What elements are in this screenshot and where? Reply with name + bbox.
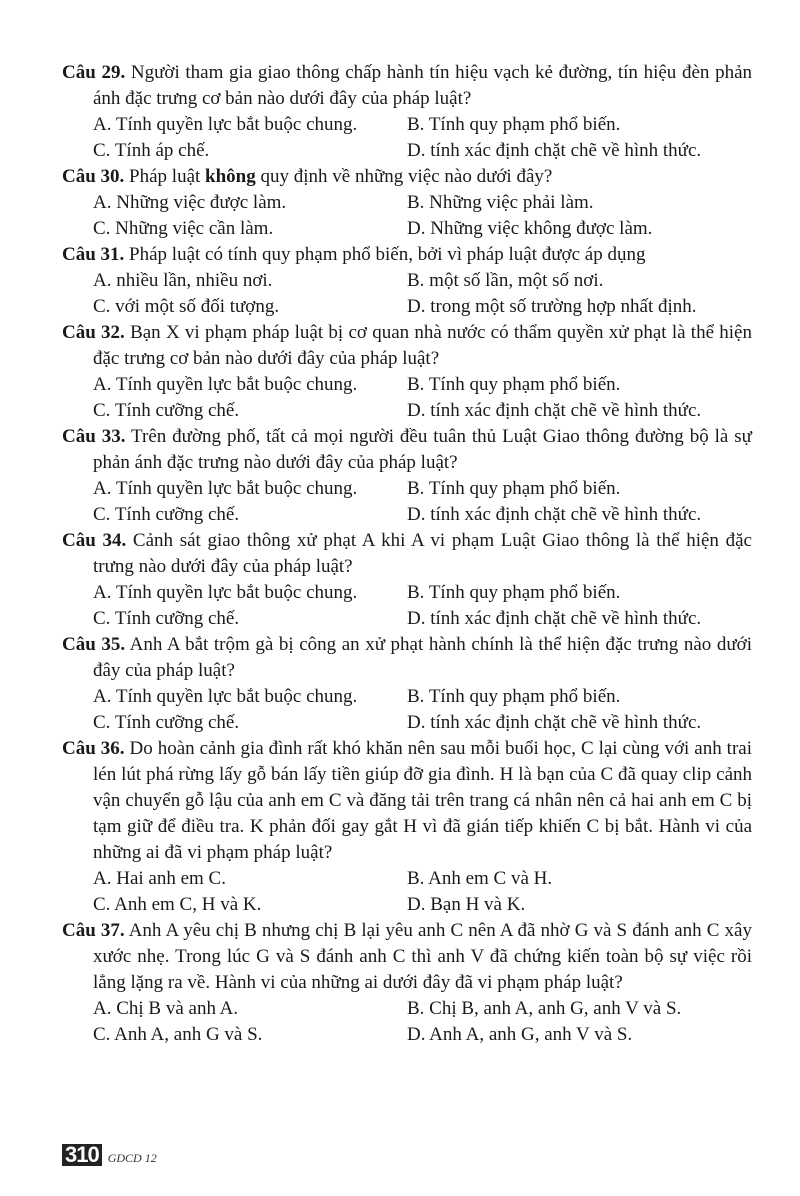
option-b: B. Tính quy phạm phổ biến.	[407, 582, 621, 603]
question-text: Pháp luật có tính quy phạm phổ biến, bởi vì pháp luật được áp dụng	[124, 244, 646, 265]
question-stem	[62, 242, 752, 268]
question-number: Câu 37.	[62, 920, 125, 941]
question-number: Câu 29.	[62, 62, 126, 83]
question-text: Trên đường phố, tất cả mọi người đều tuân thủ Luật Giao thông đường bộ là sự phản ánh đặc trưng nào dưới đây của pháp luật?	[93, 426, 752, 473]
question-number: Câu 34.	[62, 530, 127, 551]
question-text: Anh A bắt trộm gà bị công an xử phạt hành chính là thể hiện đặc trưng nào dưới đây của pháp luật?	[93, 634, 752, 681]
option-a: A. Hai anh em C.	[93, 868, 226, 889]
option-a: A. Tính quyền lực bắt buộc chung.	[93, 114, 358, 135]
option-c: C. Tính cưỡng chế.	[93, 400, 240, 421]
question-text: Pháp luật	[124, 166, 206, 187]
question-text: Anh A yêu chị B nhưng chị B lại yêu anh C nên A đã nhờ G và S đánh anh C xây xước nhẹ. Trong lúc G và S đánh anh C thì anh V đã chứng kiến toàn bộ sự việc rồi lẳng lặng ra về. Hành vi của những ai dưới đây đã vi phạm pháp luật?	[93, 920, 752, 993]
option-d: D. tính xác định chặt chẽ về hình thức.	[407, 140, 702, 161]
question-34	[62, 528, 752, 632]
question-37	[62, 918, 752, 1048]
question-36	[62, 736, 752, 918]
option-d: D. Những việc không được làm.	[407, 218, 653, 239]
question-text: Cảnh sát giao thông xử phạt A khi A vi phạm Luật Giao thông là thể hiện đặc trưng nào dưới đây của pháp luật?	[93, 530, 752, 577]
question-stem	[62, 528, 752, 580]
option-c: C. Những việc cần làm.	[93, 218, 274, 239]
option-b: B. Những việc phải làm.	[407, 192, 594, 213]
question-33	[62, 424, 752, 528]
option-grid	[62, 866, 752, 918]
option-b: B. Tính quy phạm phổ biến.	[407, 374, 621, 395]
question-number: Câu 35.	[62, 634, 126, 655]
question-number: Câu 32.	[62, 322, 125, 343]
option-d: D. tính xác định chặt chẽ về hình thức.	[407, 608, 702, 629]
option-d: D. Bạn H và K.	[407, 894, 526, 915]
page-footer	[62, 1144, 157, 1166]
question-number: Câu 36.	[62, 738, 125, 759]
question-text: Người tham gia giao thông chấp hành tín hiệu vạch kẻ đường, tín hiệu đèn phản ánh đặc trưng cơ bản nào dưới đây của pháp luật?	[93, 62, 753, 109]
option-grid	[62, 190, 752, 242]
option-a: A. Tính quyền lực bắt buộc chung.	[93, 374, 358, 395]
option-grid	[62, 580, 752, 632]
option-d: D. trong một số trường hợp nhất định.	[407, 296, 697, 317]
question-stem	[62, 60, 752, 112]
question-number: Câu 30.	[62, 166, 125, 187]
question-stem	[62, 164, 752, 190]
question-35	[62, 632, 752, 736]
question-stem	[62, 918, 752, 996]
question-stem	[62, 320, 752, 372]
question-text: Do hoàn cảnh gia đình rất khó khăn nên sau mỗi buổi học, C lại cùng với anh trai lén lút phá rừng lấy gỗ bán lấy tiền giúp đỡ gia đình. H là bạn của C đã quay clip cảnh vận chuyển gỗ lậu của anh em C và đăng tải trên trang cá nhân nên cả hai anh em C bị tạm giữ để điều tra. K phản đối gay gắt H vì đã gián tiếp khiến C bị bắt. Hành vi của những ai đã vi phạm pháp luật?	[93, 738, 752, 863]
question-29	[62, 60, 752, 164]
question-32	[62, 320, 752, 424]
option-d: D. tính xác định chặt chẽ về hình thức.	[407, 400, 702, 421]
option-c: C. Tính cưỡng chế.	[93, 608, 240, 629]
option-d: D. tính xác định chặt chẽ về hình thức.	[407, 504, 702, 525]
question-stem	[62, 736, 752, 866]
question-stem	[62, 632, 752, 684]
question-number: Câu 33.	[62, 426, 126, 447]
option-c: C. với một số đối tượng.	[93, 296, 280, 317]
option-a: A. Chị B và anh A.	[93, 998, 239, 1019]
question-31	[62, 242, 752, 320]
option-grid	[62, 684, 752, 736]
option-a: A. Những việc được làm.	[93, 192, 287, 213]
page-number: 310	[62, 1144, 102, 1166]
option-b: B. Anh em C và H.	[407, 868, 553, 889]
option-a: A. Tính quyền lực bắt buộc chung.	[93, 478, 358, 499]
option-a: A. Tính quyền lực bắt buộc chung.	[93, 686, 358, 707]
option-grid	[62, 996, 752, 1048]
option-d: D. Anh A, anh G, anh V và S.	[407, 1024, 633, 1045]
option-c: C. Tính cưỡng chế.	[93, 712, 240, 733]
option-b: B. Tính quy phạm phổ biến.	[407, 478, 621, 499]
option-a: A. nhiều lần, nhiều nơi.	[93, 270, 273, 291]
question-stem	[62, 424, 752, 476]
option-a: A. Tính quyền lực bắt buộc chung.	[93, 582, 358, 603]
option-b: B. Chị B, anh A, anh G, anh V và S.	[407, 998, 682, 1019]
question-list	[62, 60, 752, 1048]
option-grid	[62, 112, 752, 164]
option-c: C. Tính cưỡng chế.	[93, 504, 240, 525]
option-grid	[62, 372, 752, 424]
question-30	[62, 164, 752, 242]
option-c: C. Anh A, anh G và S.	[93, 1024, 263, 1045]
question-number: Câu 31.	[62, 244, 125, 265]
subject-label: GDCD 12	[107, 1151, 157, 1165]
option-b: B. Tính quy phạm phổ biến.	[407, 114, 621, 135]
option-d: D. tính xác định chặt chẽ về hình thức.	[407, 712, 702, 733]
option-c: C. Anh em C, H và K.	[93, 894, 262, 915]
option-c: C. Tính áp chế.	[93, 140, 210, 161]
option-b: B. một số lần, một số nơi.	[407, 270, 604, 291]
option-grid	[62, 476, 752, 528]
option-grid	[62, 268, 752, 320]
option-b: B. Tính quy phạm phổ biến.	[407, 686, 621, 707]
question-text-end: quy định về những việc nào dưới đây?	[255, 166, 553, 187]
question-text: Bạn X vi phạm pháp luật bị cơ quan nhà nước có thẩm quyền xử phạt là thể hiện đặc trưng cơ bản nào dưới đây của pháp luật?	[93, 322, 752, 369]
question-emphasis: không	[205, 166, 256, 187]
